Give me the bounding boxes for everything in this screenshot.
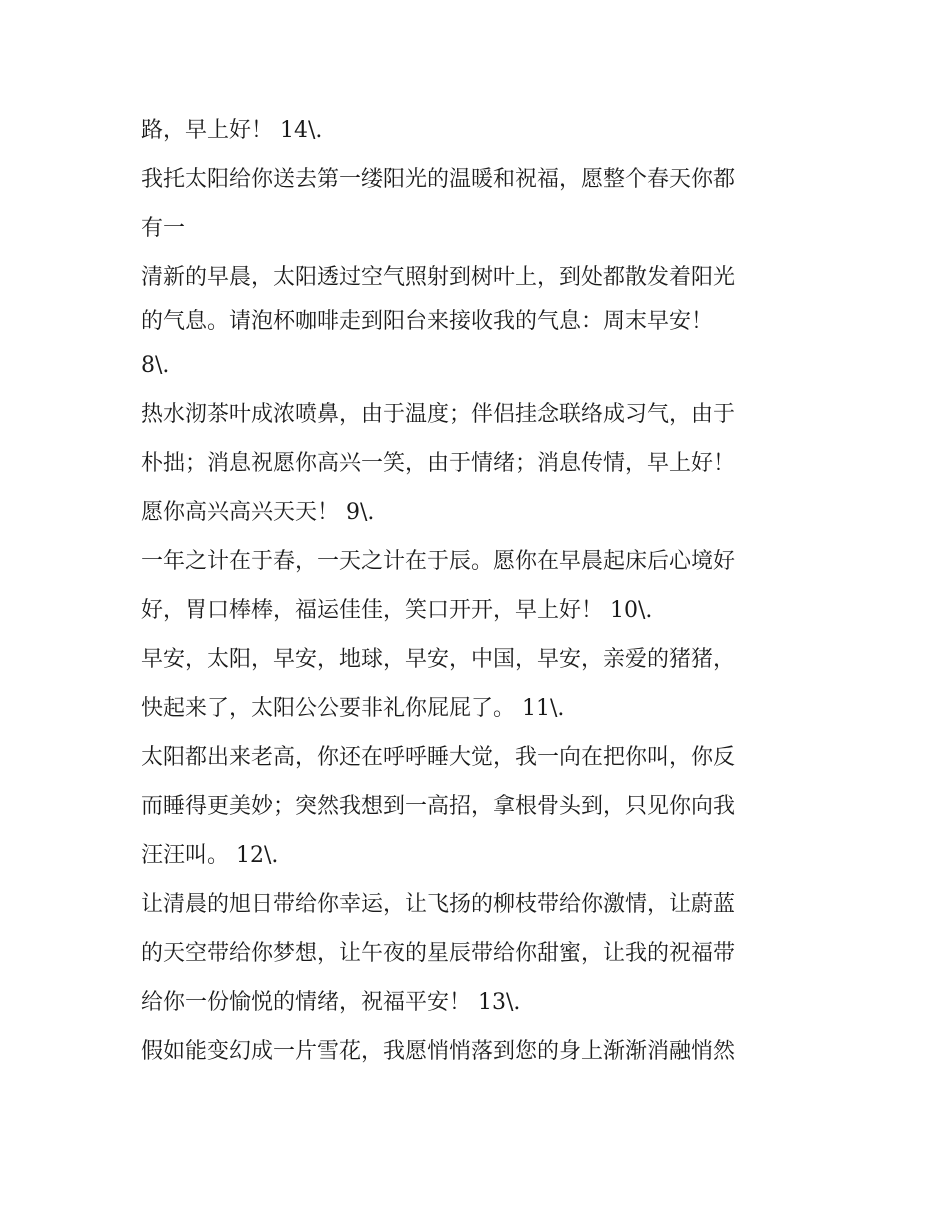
text-line: 而睡得更美妙；突然我想到一高招，拿根骨头到，只见你向我 — [141, 794, 736, 819]
text-line: 有一 — [141, 216, 186, 241]
text-line: 给你一份愉悦的情绪，祝福平安！ 13\. — [141, 990, 521, 1015]
text-line: 的天空带给你梦想，让午夜的星辰带给你甜蜜，让我的祝福带 — [141, 941, 736, 966]
text-line: 路，早上好！ 14\. — [141, 118, 323, 143]
text-line: 的气息。请泡杯咖啡走到阳台来接收我的气息：周末早安！ — [141, 309, 714, 334]
text-line: 让清晨的旭日带给你幸运，让飞扬的柳枝带给你激情，让蔚蓝 — [141, 892, 736, 917]
text-line: 好，胃口棒棒，福运佳佳，笑口开开，早上好！ 10\. — [141, 598, 653, 623]
text-line: 朴拙；消息祝愿你高兴一笑，由于情绪；消息传情，早上好！ — [141, 451, 736, 476]
text-line: 太阳都出来老高，你还在呼呼睡大觉，我一向在把你叫，你反 — [141, 745, 736, 770]
text-line: 假如能变幻成一片雪花，我愿悄悄落到您的身上渐渐消融悄然 — [141, 1039, 736, 1064]
text-line: 早安，太阳，早安，地球，早安，中国，早安，亲爱的猪猪， — [141, 647, 736, 672]
text-line: 热水沏茶叶成浓喷鼻，由于温度；伴侣挂念联络成习气，由于 — [141, 402, 736, 427]
text-line: 我托太阳给你送去第一缕阳光的温暖和祝福，愿整个春天你都 — [141, 167, 736, 192]
text-line: 一年之计在于春，一天之计在于辰。愿你在早晨起床后心境好 — [141, 549, 736, 574]
text-line: 8\. — [141, 353, 170, 378]
text-line: 清新的早晨，太阳透过空气照射到树叶上，到处都散发着阳光 — [141, 265, 736, 290]
text-line: 愿你高兴高兴天天！ 9\. — [141, 500, 375, 525]
text-line: 快起来了，太阳公公要非礼你屁屁了。 11\. — [141, 696, 565, 721]
text-line: 汪汪叫。 12\. — [141, 843, 279, 868]
document-text — [141, 106, 821, 1076]
